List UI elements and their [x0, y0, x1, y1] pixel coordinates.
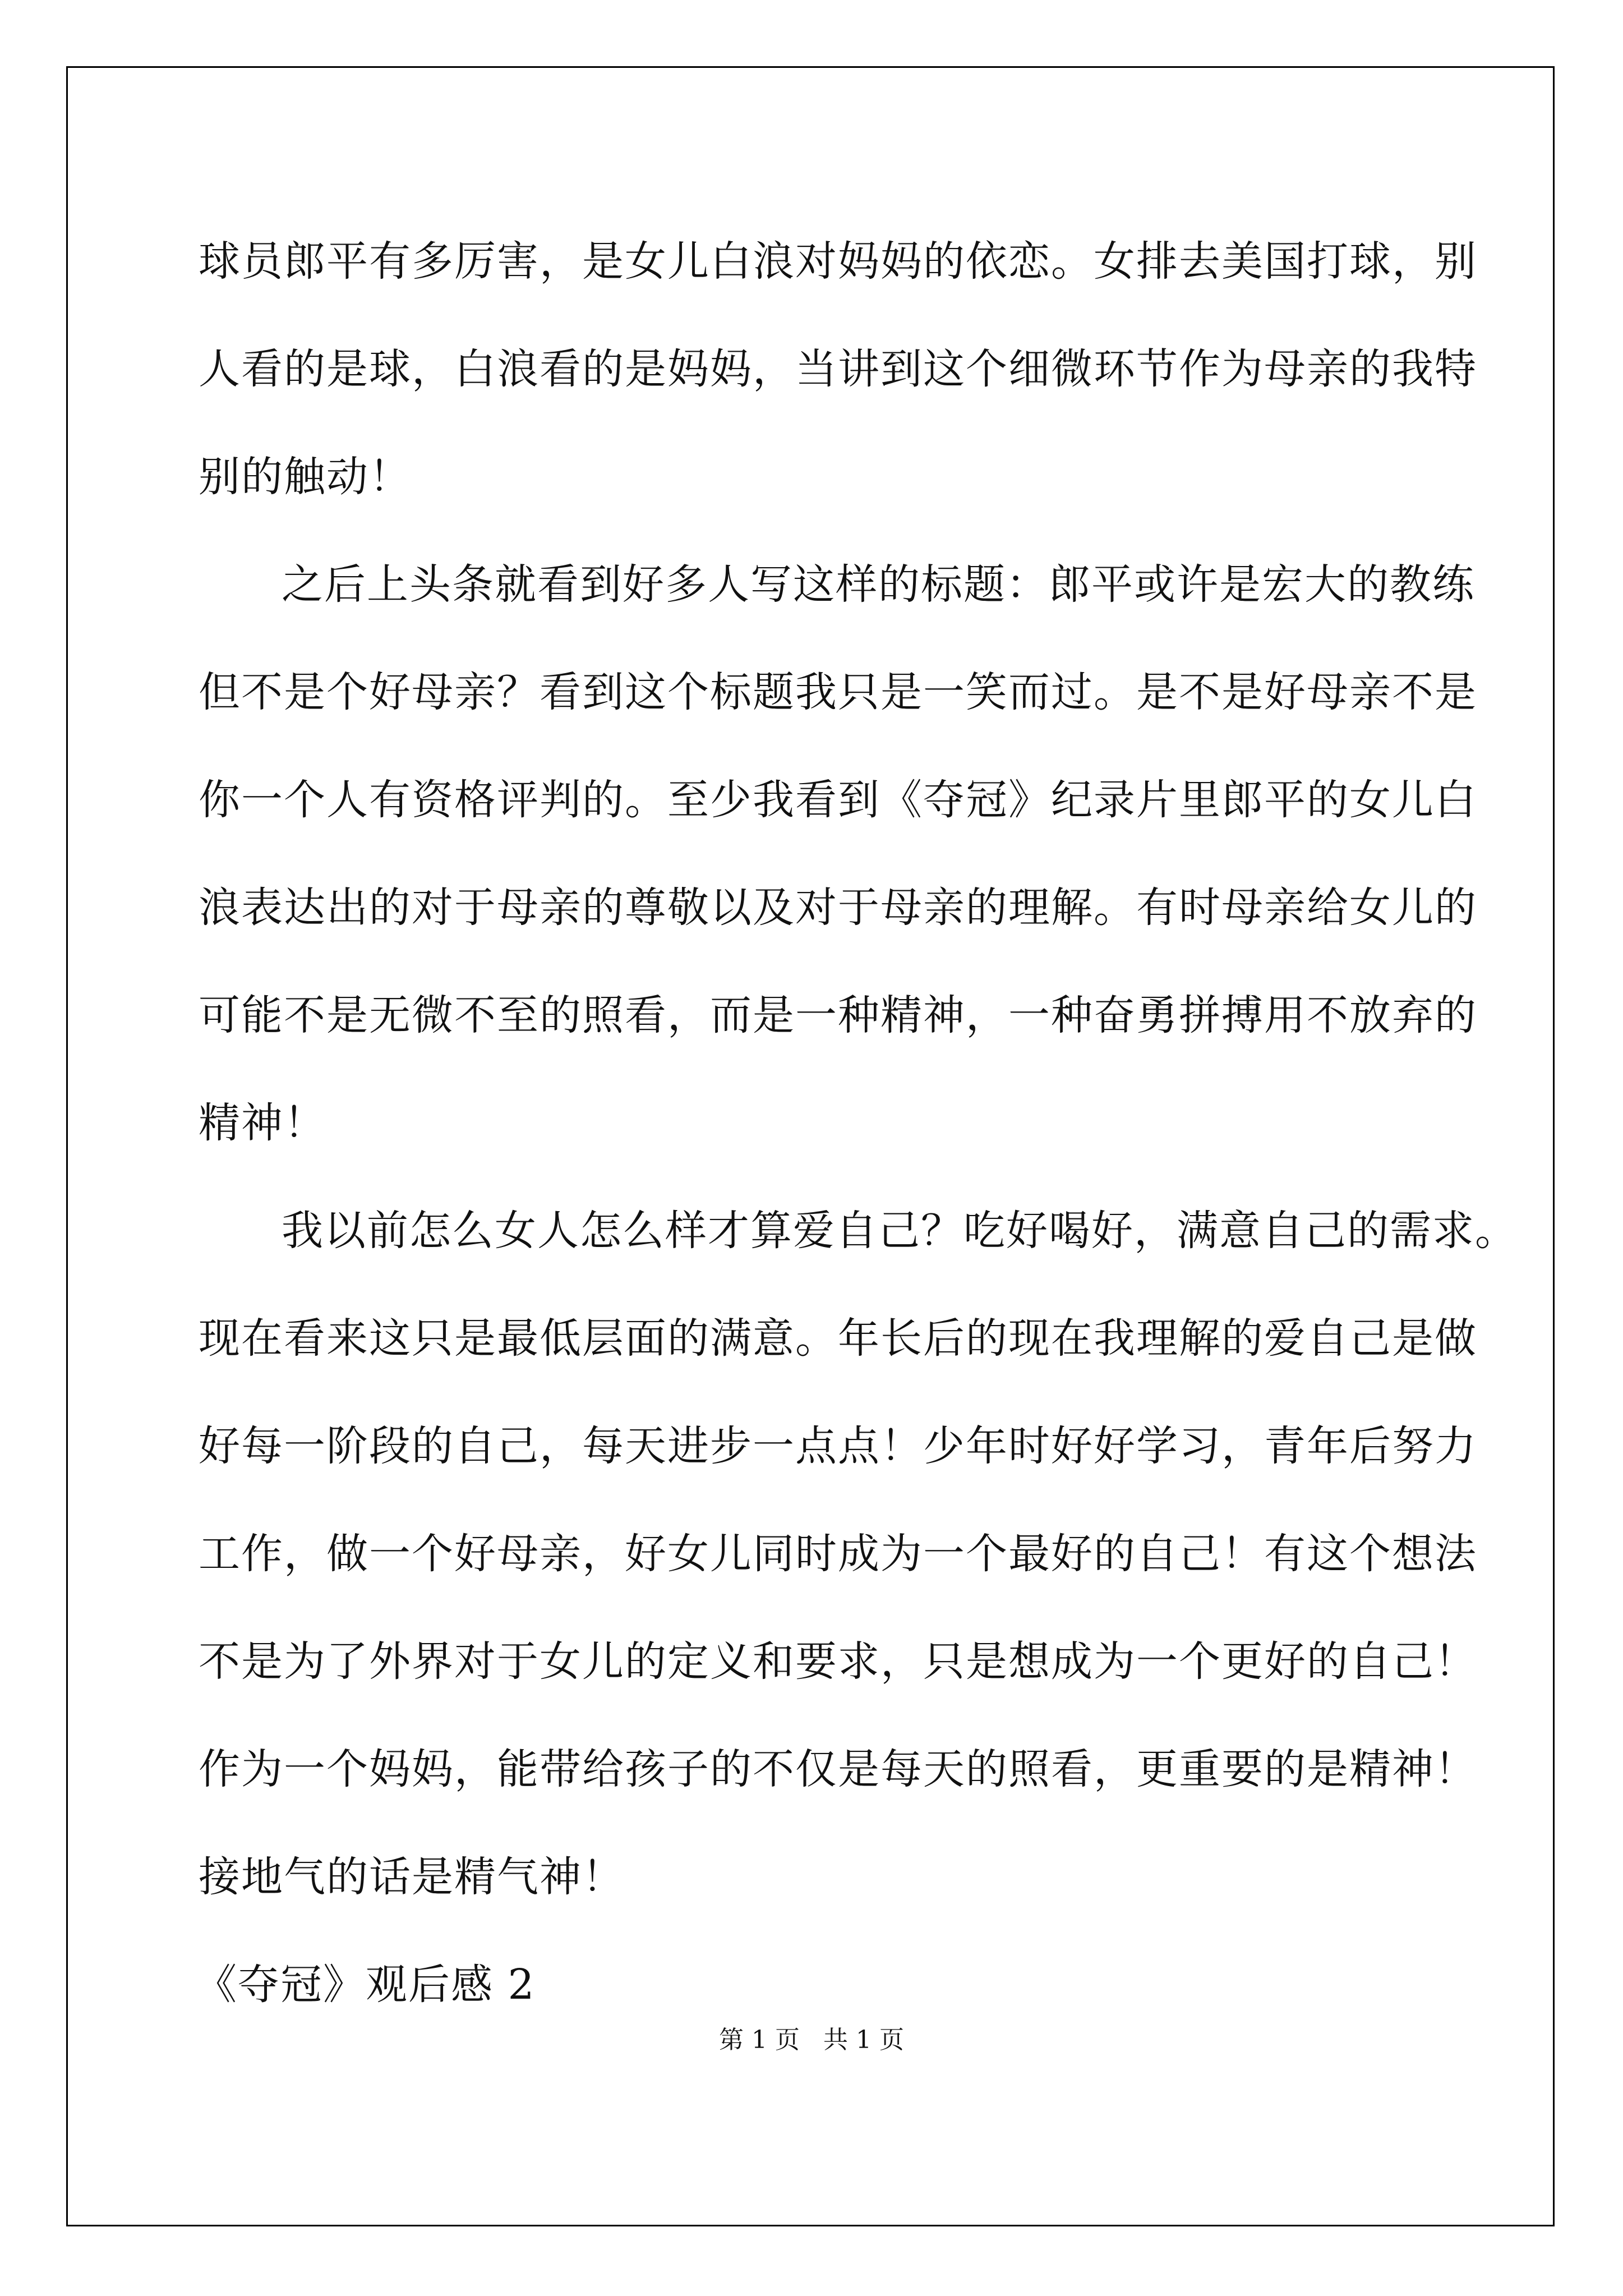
text-line: 作为一个妈妈，能带给孩子的不仅是每天的照看，更重要的是精神！ — [199, 1745, 1477, 1793]
text-line: 但不是个好母亲？看到这个标题我只是一笑而过。是不是好母亲不是 — [199, 668, 1477, 716]
text-line: 我以前怎么女人怎么样才算爱自己？吃好喝好，满意自己的需求。 — [282, 1207, 1518, 1255]
text-line: 不是为了外界对于女儿的定义和要求，只是想成为一个更好的自己！ — [199, 1637, 1477, 1686]
paragraph-1 — [199, 208, 1477, 531]
page-number: 第 1 页 共 1 页 — [719, 2026, 904, 2054]
page-footer — [0, 2019, 1623, 2055]
text-line: 现在看来这只是最低层面的满意。年长后的现在我理解的爱自己是做 — [199, 1314, 1477, 1363]
text-line: 浪表达出的对于母亲的尊敬以及对于母亲的理解。有时母亲给女儿的 — [199, 884, 1477, 932]
document-body — [195, 208, 1518, 2039]
text-line: 人看的是球，白浪看的是妈妈，当讲到这个细微环节作为母亲的我特 — [199, 345, 1477, 393]
text-line: 之后上头条就看到好多人写这样的标题：郎平或许是宏大的教练 — [282, 560, 1475, 609]
paragraph-2 — [199, 531, 1477, 1177]
text-line: 好每一阶段的自己，每天进步一点点！少年时好好学习，青年后努力 — [199, 1422, 1477, 1470]
text-line: 别的触动！ — [199, 453, 412, 501]
text-line: 精神！ — [199, 1099, 326, 1147]
text-line: 工作，做一个好母亲，好女儿同时成为一个最好的自己！有这个想法 — [199, 1530, 1477, 1578]
text-line: 可能不是无微不至的照看，而是一种精神，一种奋勇拼搏用不放弃的 — [199, 991, 1477, 1039]
text-line: 球员郎平有多厉害，是女儿白浪对妈妈的依恋。女排去美国打球，别 — [199, 237, 1477, 286]
section-heading: 《夺冠》观后感 2 — [195, 1961, 536, 2009]
paragraph-3 — [199, 1177, 1518, 1931]
text-line: 接地气的话是精气神！ — [199, 1853, 625, 1901]
text-line: 你一个人有资格评判的。至少我看到《夺冠》纪录片里郎平的女儿白 — [199, 776, 1477, 824]
